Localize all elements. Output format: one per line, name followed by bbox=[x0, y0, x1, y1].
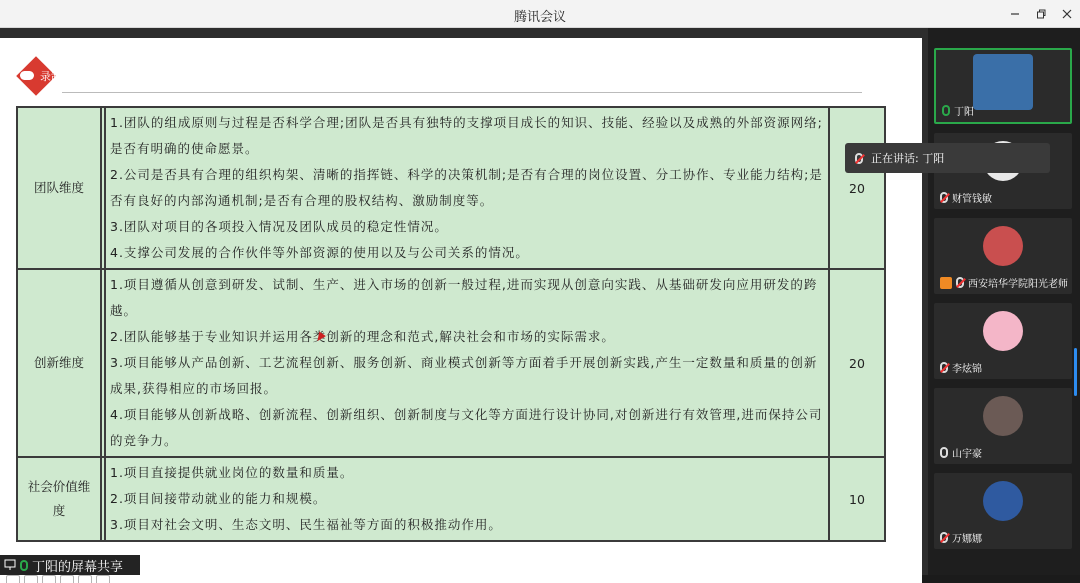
mic-muted-icon bbox=[940, 362, 948, 373]
dimension-cell: 社会价值维度 bbox=[17, 457, 101, 541]
shared-slide bbox=[0, 38, 922, 583]
screen-share-label: 丁阳的屏幕共享 bbox=[32, 559, 124, 575]
title-bar bbox=[0, 0, 1080, 28]
table-row bbox=[17, 107, 885, 269]
participant-tile[interactable] bbox=[934, 303, 1072, 379]
host-icon bbox=[940, 277, 952, 289]
table-row bbox=[17, 269, 885, 457]
criteria-item: 2.项目间接带动就业的能力和规模。 bbox=[110, 491, 327, 506]
recording-indicator[interactable] bbox=[18, 58, 73, 98]
screen-share-area bbox=[0, 28, 928, 575]
criteria-item: 4.支撑公司发展的合作伙伴等外部资源的使用以及与公司关系的情况。 bbox=[110, 245, 529, 260]
score-cell: 20 bbox=[829, 107, 885, 269]
score-cell: 10 bbox=[829, 457, 885, 541]
mic-muted-icon bbox=[855, 153, 863, 164]
recording-label: 录制中 bbox=[40, 70, 73, 83]
screen-share-status bbox=[0, 555, 140, 575]
mic-muted-icon bbox=[956, 277, 964, 288]
mic-muted-icon bbox=[940, 532, 948, 543]
participant-name-row bbox=[940, 360, 982, 375]
header-divider bbox=[62, 92, 862, 93]
participant-tile[interactable] bbox=[934, 388, 1072, 464]
close-icon[interactable] bbox=[1054, 0, 1080, 28]
monitor-icon bbox=[4, 559, 16, 571]
dimension-cell: 创新维度 bbox=[17, 269, 101, 457]
participant-avatar bbox=[983, 481, 1023, 521]
restore-icon[interactable] bbox=[1028, 0, 1054, 28]
criteria-item: 4.项目能够从创新战略、创新流程、创新组织、创新制度与文化等方面进行设计协同,对创新进行有效管理,进而保持公司的竞争力。 bbox=[110, 407, 823, 448]
participant-name-row bbox=[940, 445, 982, 460]
cloud-icon bbox=[20, 71, 34, 80]
participant-name: 财管钱敏 bbox=[952, 194, 992, 205]
participant-name-row bbox=[942, 103, 974, 118]
participant-avatar bbox=[983, 311, 1023, 351]
criteria-item: 1.项目遵循从创意到研发、试制、生产、进入市场的创新一般过程,进而实现从创意向实践、从基础研发向应用研发的跨越。 bbox=[110, 277, 818, 318]
criteria-cell bbox=[105, 107, 829, 269]
mic-muted-icon bbox=[940, 192, 948, 203]
criteria-item: 2.公司是否具有合理的组织构架、清晰的指挥链、科学的决策机制;是否有合理的岗位设置、分工协作、专业能力结构;是否有良好的内部沟通机制;是否有合理的股权结构、激励制度等。 bbox=[110, 167, 823, 208]
participant-tile[interactable] bbox=[934, 473, 1072, 549]
criteria-item: 3.团队对项目的各项投入情况及团队成员的稳定性情况。 bbox=[110, 219, 448, 234]
criteria-table bbox=[16, 106, 886, 542]
mic-icon bbox=[942, 105, 950, 116]
criteria-item: 3.项目对社会文明、生态文明、民生福祉等方面的积极推动作用。 bbox=[110, 517, 502, 532]
participant-name: 山宇豪 bbox=[952, 449, 982, 460]
criteria-item: 1.项目直接提供就业岗位的数量和质量。 bbox=[110, 465, 354, 480]
participant-name: 万娜娜 bbox=[952, 534, 982, 545]
participant-name: 李炫锦 bbox=[952, 364, 982, 375]
participant-name-row bbox=[940, 275, 1068, 290]
speaking-label: 正在讲话: 丁阳 bbox=[871, 152, 945, 165]
dimension-cell: 团队维度 bbox=[17, 107, 101, 269]
app-title: 腾讯会议 bbox=[513, 10, 566, 25]
participant-video bbox=[973, 54, 1033, 110]
pen-icon[interactable] bbox=[6, 575, 20, 583]
table-row bbox=[17, 457, 885, 541]
window-controls bbox=[1002, 0, 1080, 28]
criteria-cell bbox=[105, 269, 829, 457]
participant-avatar bbox=[983, 396, 1023, 436]
criteria-cell bbox=[105, 457, 829, 541]
select-icon[interactable] bbox=[78, 575, 92, 583]
participant-name-row bbox=[940, 190, 992, 205]
participant-name: 西安培华学院阳光老师 bbox=[968, 279, 1068, 290]
eraser-icon[interactable] bbox=[60, 575, 74, 583]
mic-icon bbox=[940, 447, 948, 458]
participant-avatar bbox=[983, 226, 1023, 266]
criteria-item: 1.团队的组成原则与过程是否科学合理;团队是否具有独特的支撑项目成长的知识、技能、经验以及成熟的外部资源网络;是否有明确的使命愿景。 bbox=[110, 115, 823, 156]
shape-icon[interactable] bbox=[42, 575, 56, 583]
score-cell: 20 bbox=[829, 269, 885, 457]
speaking-indicator bbox=[845, 143, 1050, 173]
participant-tile[interactable] bbox=[934, 218, 1072, 294]
participant-name: 丁阳 bbox=[954, 107, 974, 118]
participant-tile[interactable] bbox=[934, 48, 1072, 124]
participant-name-row bbox=[940, 530, 982, 545]
criteria-item: 2.团队能够基于专业知识并运用各类创新的理念和范式,解决社会和市场的实际需求。 bbox=[110, 329, 615, 344]
minimize-icon[interactable] bbox=[1002, 0, 1028, 28]
criteria-item: 3.项目能够从产品创新、工艺流程创新、服务创新、商业模式创新等方面着手开展创新实践,产生一定数量和质量的创新成果,获得相应的市场回报。 bbox=[110, 355, 818, 396]
participant-scrollbar[interactable] bbox=[1074, 348, 1077, 396]
participant-panel bbox=[928, 28, 1080, 575]
highlighter-icon[interactable] bbox=[24, 575, 38, 583]
copy-icon[interactable] bbox=[96, 575, 110, 583]
annotation-toolbar bbox=[6, 575, 110, 583]
mic-icon bbox=[20, 560, 28, 571]
